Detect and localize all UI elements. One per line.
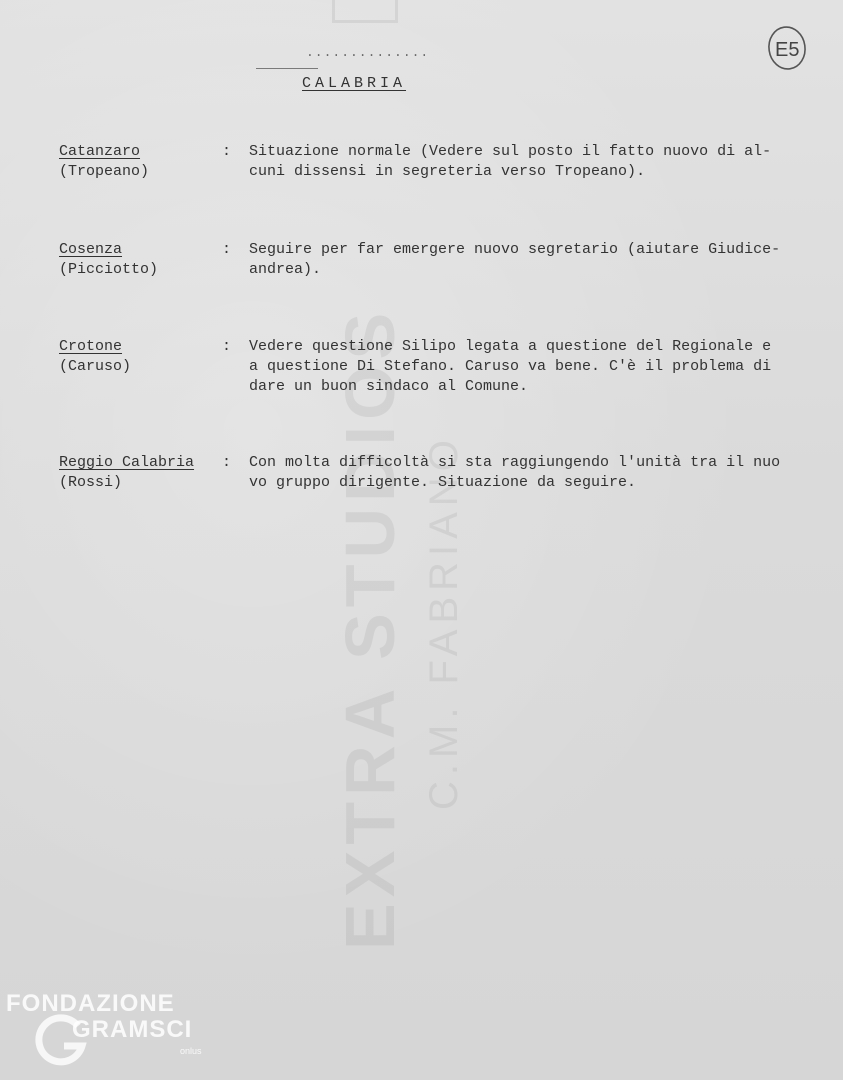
header-dashes: .............. bbox=[306, 45, 430, 60]
entry-note bbox=[249, 142, 839, 182]
logo-line-1: FONDAZIONE bbox=[6, 990, 175, 1017]
watermark-text-main: EXTRA STUDIOS bbox=[331, 306, 409, 950]
note-line: vo gruppo dirigente. Situazione da seguire. bbox=[249, 474, 637, 491]
entry-note bbox=[249, 453, 839, 493]
note-line: dare un buon sindaco al Comune. bbox=[249, 378, 529, 395]
fondazione-gramsci-logo bbox=[6, 990, 216, 1075]
note-line: Seguire per far emergere nuovo segretario (aiutare Giudice- bbox=[249, 241, 781, 258]
entry-person: (Caruso) bbox=[59, 358, 132, 375]
entry-colon: : bbox=[222, 143, 232, 160]
note-line: a questione Di Stefano. Caruso va bene. C'è il problema di bbox=[249, 358, 772, 375]
entry-place: Cosenza bbox=[59, 241, 123, 258]
entry-colon: : bbox=[222, 454, 232, 471]
header-rule bbox=[256, 68, 318, 69]
note-line: Vedere questione Silipo legata a questione del Regionale e bbox=[249, 338, 772, 355]
page-number-text: E5 bbox=[775, 39, 800, 61]
entry-note bbox=[249, 337, 839, 397]
entry-place: Reggio Calabria bbox=[59, 454, 195, 471]
entry-colon: : bbox=[222, 241, 232, 258]
entry-place: Catanzaro bbox=[59, 143, 141, 160]
entry-colon: : bbox=[222, 338, 232, 355]
entry-note bbox=[249, 240, 839, 280]
handwritten-page-number bbox=[766, 24, 808, 72]
note-line: Con molta difficoltà si sta raggiungendo l'unità tra il nuo bbox=[249, 454, 781, 471]
paper-watermark bbox=[330, 300, 470, 960]
logo-line-3: onlus bbox=[180, 1046, 202, 1056]
entry-person: (Tropeano) bbox=[59, 163, 150, 180]
entry-place: Crotone bbox=[59, 338, 123, 355]
watermark-text-secondary: C.M. FABRIANO bbox=[422, 434, 466, 810]
logo-line-2: GRAMSCI bbox=[72, 1016, 193, 1043]
page-title: CALABRIA bbox=[302, 75, 407, 92]
entry-person: (Picciotto) bbox=[59, 261, 159, 278]
note-line: andrea). bbox=[249, 261, 322, 278]
entry-person: (Rossi) bbox=[59, 474, 123, 491]
note-line: cuni dissensi in segreteria verso Tropeano). bbox=[249, 163, 646, 180]
note-line: Situazione normale (Vedere sul posto il fatto nuovo di al- bbox=[249, 143, 772, 160]
watermark-top-mark bbox=[332, 0, 398, 23]
